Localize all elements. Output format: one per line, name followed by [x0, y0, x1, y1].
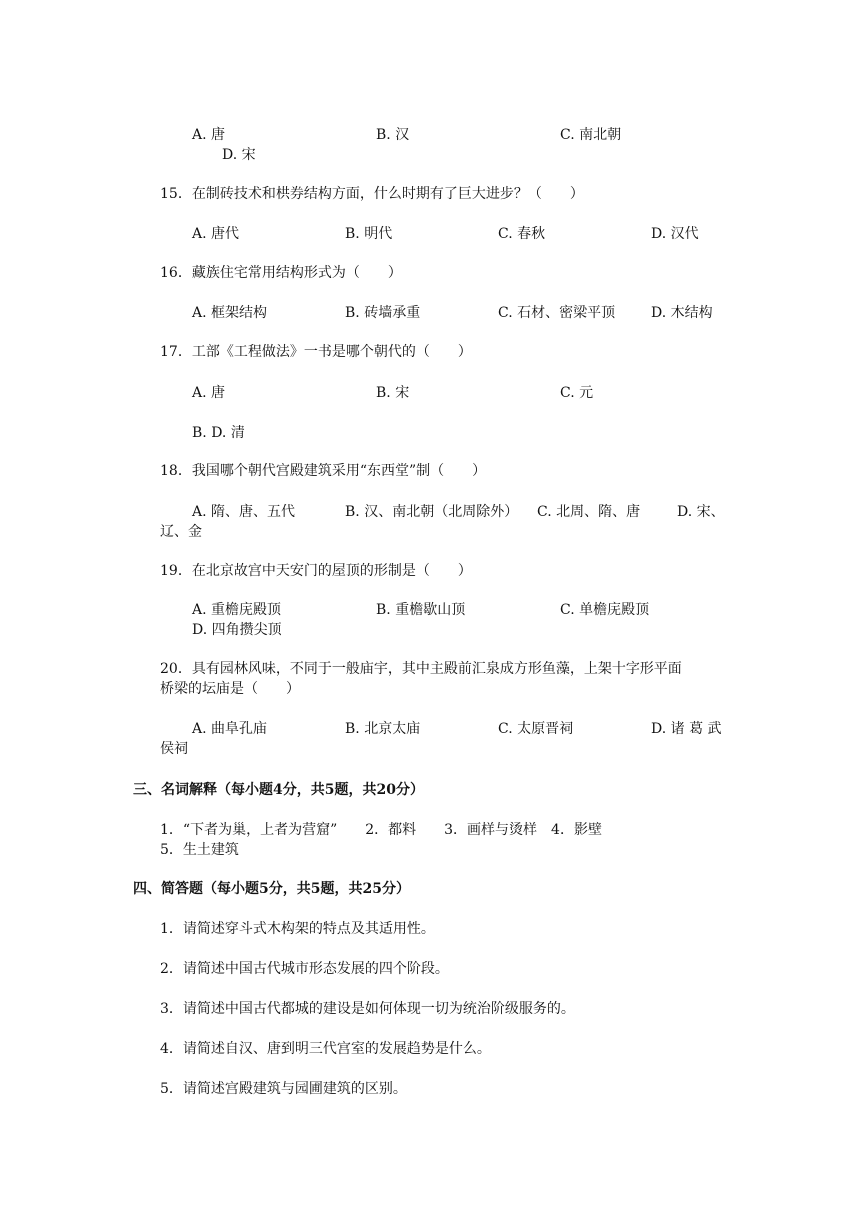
section4-question-5: 5．请简述宫殿建筑与园圃建筑的区别。 [160, 1081, 407, 1097]
section3-terms-line2: 5．生土建筑 [160, 842, 239, 858]
q20-option-b: B. 北京太庙 [345, 721, 421, 737]
q16-option-b: B. 砖墙承重 [345, 305, 421, 321]
q19-option-c: C. 单檐庑殿顶 [560, 602, 650, 618]
section4-question-4: 4．请简述自汉、唐到明三代宫室的发展趋势是什么。 [160, 1041, 491, 1057]
section4-question-3: 3．请简述中国古代都城的建设是如何体现一切为统治阶级服务的。 [160, 1001, 575, 1017]
q14-option-b: B. 汉 [376, 127, 410, 143]
q15-option-b: B. 明代 [345, 226, 393, 242]
q16-option-d: D. 木结构 [651, 305, 713, 321]
q18-option-c: C. 北周、隋、唐 [537, 504, 641, 520]
q18-option-d: D. 宋、 [677, 504, 725, 520]
q16-stem: 16．藏族住宅常用结构形式为（ ） [160, 265, 402, 281]
q20-option-c: C. 太原晋祠 [498, 721, 574, 737]
q20-stem: 20．具有园林风味，不同于一般庙宇，其中主殿前汇泉成方形鱼藻，上架十字形平面 [160, 661, 682, 677]
q19-option-d: D. 四角攒尖顶 [192, 622, 282, 638]
q15-option-c: C. 春秋 [498, 226, 546, 242]
q20-option-d: D. 诸 葛 武 [651, 721, 722, 737]
q20-stem-continued: 桥梁的坛庙是（ ） [160, 681, 300, 697]
q15-option-a: A. 唐代 [192, 226, 240, 242]
q18-option-b: B. 汉、南北朝（北周除外） [345, 504, 519, 520]
q14-option-c: C. 南北朝 [560, 127, 622, 143]
q17-option-b: B. 宋 [376, 385, 410, 401]
section3-terms-line1: 1．“下者为巢，上者为营窟” 2．都料 3．画样与烫样 4．影壁 [160, 822, 602, 838]
q19-stem: 19．在北京故宫中天安门的屋顶的形制是（ ） [160, 563, 472, 579]
section4-question-2: 2．请简述中国古代城市形态发展的四个阶段。 [160, 961, 449, 977]
q15-stem: 15．在制砖技术和栱券结构方面，什么时期有了巨大进步？（ ） [160, 186, 584, 202]
q18-stem: 18．我国哪个朝代宫殿建筑采用“东西堂”制（ ） [160, 463, 487, 479]
section4-question-1: 1．请简述穿斗式木构架的特点及其适用性。 [160, 921, 435, 937]
q17-option-d: B. D. 清 [192, 425, 245, 441]
section3-heading: 三、名词解释（每小题4分，共5题，共20分） [133, 782, 424, 798]
section4-heading: 四、简答题（每小题5分，共5题，共25分） [133, 881, 410, 897]
q18-option-d-continued: 辽、金 [160, 524, 202, 540]
q19-option-a: A. 重檐庑殿顶 [192, 602, 282, 618]
q17-stem: 17．工部《工程做法》一书是哪个朝代的（ ） [160, 344, 472, 360]
q15-option-d: D. 汉代 [651, 226, 699, 242]
q19-option-b: B. 重檐歇山顶 [376, 602, 466, 618]
q16-option-c: C. 石材、密梁平顶 [498, 305, 616, 321]
q20-option-d-continued: 侯祠 [160, 741, 188, 757]
q17-option-a: A. 唐 [192, 385, 226, 401]
q14-option-d: D. 宋 [222, 147, 256, 163]
q20-option-a: A. 曲阜孔庙 [192, 721, 268, 737]
q14-option-a: A. 唐 [192, 127, 226, 143]
q18-option-a: A. 隋、唐、五代 [192, 504, 296, 520]
q17-option-c: C. 元 [560, 385, 594, 401]
q16-option-a: A. 框架结构 [192, 305, 268, 321]
